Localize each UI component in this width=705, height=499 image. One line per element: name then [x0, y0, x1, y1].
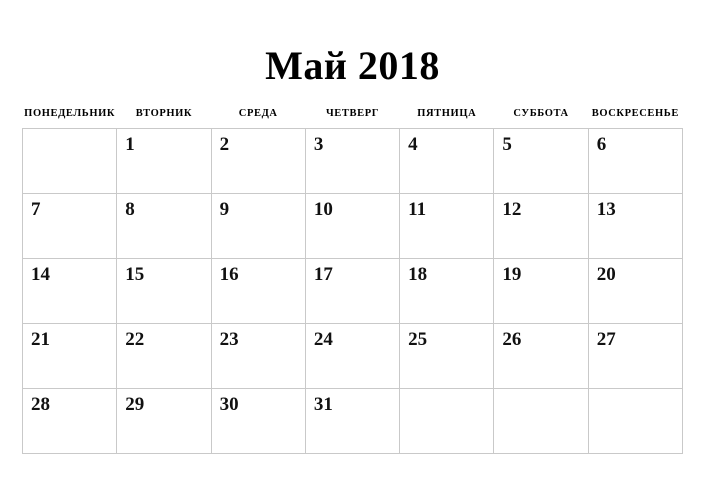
calendar-day-cell[interactable]: [117, 194, 211, 259]
weekday-header-row: [23, 108, 683, 129]
day-number: 1: [125, 134, 135, 155]
calendar-day-cell[interactable]: [494, 259, 588, 324]
calendar-day-cell[interactable]: [211, 389, 305, 454]
calendar-day-cell[interactable]: [117, 259, 211, 324]
calendar-week-row: [23, 129, 683, 194]
day-number: 3: [313, 134, 324, 155]
calendar-day-cell[interactable]: [400, 194, 494, 259]
day-number: 23: [219, 329, 239, 350]
day-number: 18: [408, 264, 428, 285]
day-number: 26: [502, 329, 522, 350]
calendar-day-cell[interactable]: [305, 389, 399, 454]
calendar-day-cell[interactable]: [400, 129, 494, 194]
day-number: 16: [219, 264, 239, 285]
day-number: 2: [219, 134, 230, 155]
calendar-header-row: [23, 108, 683, 129]
day-number: 28: [31, 394, 50, 415]
weekday-header-friday: ПЯТНИЦА: [417, 108, 477, 119]
day-number: 5: [502, 134, 512, 155]
calendar-day-cell[interactable]: [117, 324, 211, 389]
calendar-day-cell[interactable]: [400, 324, 494, 389]
day-number: 20: [596, 264, 616, 285]
calendar-day-cell[interactable]: [494, 324, 588, 389]
weekday-header-tuesday: ВТОРНИК: [135, 108, 193, 119]
calendar-day-cell[interactable]: [211, 259, 305, 324]
calendar-week-row: [23, 194, 683, 259]
calendar-week-row: [23, 389, 683, 454]
calendar-day-cell[interactable]: [494, 129, 588, 194]
calendar-empty-cell: [494, 389, 588, 454]
calendar-day-cell[interactable]: [588, 129, 682, 194]
calendar-container: [22, 108, 683, 454]
day-number: 19: [502, 264, 522, 285]
calendar-week-row: [23, 324, 683, 389]
day-number: 25: [408, 329, 428, 350]
calendar-day-cell[interactable]: [305, 129, 399, 194]
calendar-day-cell[interactable]: [211, 129, 305, 194]
day-number: 21: [31, 329, 50, 350]
calendar-day-cell[interactable]: [23, 259, 117, 324]
weekday-header-thursday: ЧЕТВЕРГ: [325, 108, 379, 119]
calendar-empty-cell: [23, 129, 117, 194]
calendar-week-row: [23, 259, 683, 324]
weekday-header-wednesday: СРЕДА: [238, 108, 278, 119]
day-number: 9: [219, 199, 230, 220]
calendar-day-cell[interactable]: [23, 194, 117, 259]
day-number: 7: [31, 199, 41, 220]
weekday-header-sunday: ВОСКРЕСЕНЬЕ: [591, 108, 679, 119]
calendar-day-cell[interactable]: [588, 324, 682, 389]
calendar-empty-cell: [588, 389, 682, 454]
day-number: 29: [125, 394, 145, 415]
calendar-day-cell[interactable]: [305, 194, 399, 259]
calendar-day-cell[interactable]: [117, 129, 211, 194]
calendar-body: [23, 129, 683, 454]
calendar-day-cell[interactable]: [588, 259, 682, 324]
calendar-day-cell[interactable]: [211, 324, 305, 389]
day-number: 27: [596, 329, 616, 350]
calendar-day-cell[interactable]: [117, 389, 211, 454]
calendar-day-cell[interactable]: [211, 194, 305, 259]
weekday-header-monday: ПОНЕДЕЛЬНИК: [24, 108, 116, 119]
day-number: 8: [125, 199, 135, 220]
day-number: 11: [408, 199, 427, 220]
calendar-day-cell[interactable]: [23, 324, 117, 389]
day-number: 4: [408, 134, 418, 155]
calendar-day-cell[interactable]: [23, 389, 117, 454]
day-number: 10: [313, 199, 333, 220]
day-number: 14: [31, 264, 50, 285]
day-number: 13: [596, 199, 616, 220]
day-number: 6: [596, 134, 607, 155]
calendar-day-cell[interactable]: [588, 194, 682, 259]
day-number: 30: [219, 394, 239, 415]
day-number: 24: [313, 329, 333, 350]
page-title: Май 2018: [265, 43, 440, 88]
day-number: 31: [313, 394, 333, 415]
calendar-empty-cell: [400, 389, 494, 454]
day-number: 17: [313, 264, 333, 285]
calendar-day-cell[interactable]: [305, 324, 399, 389]
day-number: 22: [125, 329, 145, 350]
calendar-day-cell[interactable]: [494, 194, 588, 259]
day-number: 15: [125, 264, 145, 285]
day-number: 12: [502, 199, 522, 220]
calendar-day-cell[interactable]: [400, 259, 494, 324]
calendar-table: [22, 108, 683, 454]
weekday-header-saturday: СУББОТА: [513, 108, 569, 119]
calendar-day-cell[interactable]: [305, 259, 399, 324]
